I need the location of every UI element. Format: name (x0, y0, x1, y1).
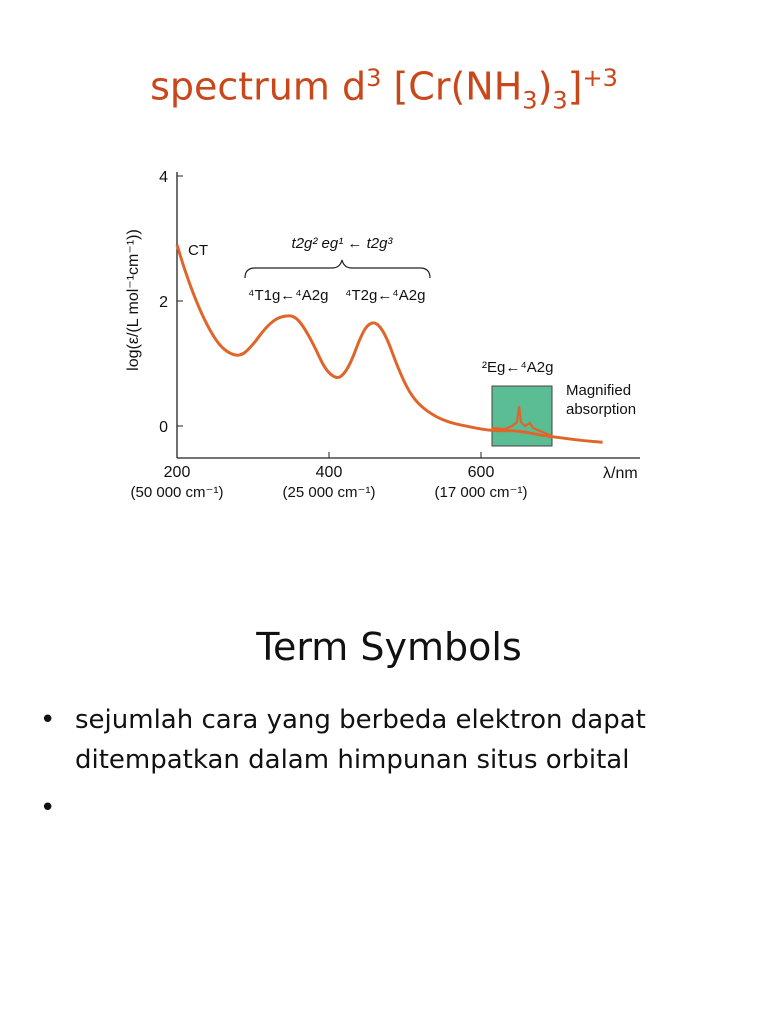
bullet-dot: • (40, 793, 56, 823)
annotation-magnified-2: absorption (566, 401, 637, 418)
y-ticks (159, 169, 183, 436)
wavenumber-label: (50 000 cm⁻¹) (130, 484, 224, 501)
x-tick-label: 400 (315, 464, 343, 481)
section-heading: Term Symbols (256, 625, 522, 669)
annotation-band1: ⁴T1g←⁴A2g (248, 287, 329, 304)
x-ticks (131, 452, 528, 501)
bullet-list (40, 700, 740, 823)
y-tick-label: 0 (159, 419, 168, 436)
band-brace (245, 260, 430, 278)
wavenumber-label: (25 000 cm⁻¹) (282, 484, 376, 501)
annotation-ct: CT (188, 242, 208, 259)
magnified-box (492, 386, 552, 446)
bullet-item (40, 700, 740, 780)
wavenumber-label: (17 000 cm⁻¹) (434, 484, 528, 501)
y-tick-label: 2 (159, 294, 168, 311)
spectrum-chart (100, 150, 660, 510)
annotation-band2: ⁴T2g←⁴A2g (345, 287, 426, 304)
y-tick-label: 4 (159, 169, 168, 186)
chart-svg (100, 150, 660, 510)
x-tick-label: 600 (467, 464, 495, 481)
x-axis-label: λ/nm (603, 465, 638, 482)
annotation-band3: ²Eg←⁴A2g (482, 359, 554, 376)
y-axis-label: log(ε/(L mol⁻¹cm⁻¹)) (125, 229, 142, 371)
annotation-magnified-1: Magnified (566, 382, 632, 399)
x-tick-label: 200 (163, 464, 191, 481)
slide-title: spectrum $d^3$ $[Cr(NH_3)_3]^{+3}$ (150, 64, 618, 115)
bullet-text: sejumlah cara yang berbeda elektron dapat ditempatkan dalam himpunan situs orbital (75, 705, 646, 775)
bullet-dot: • (40, 705, 56, 735)
annotation-config: t2g² eg¹ ← t2g³ (291, 235, 393, 252)
